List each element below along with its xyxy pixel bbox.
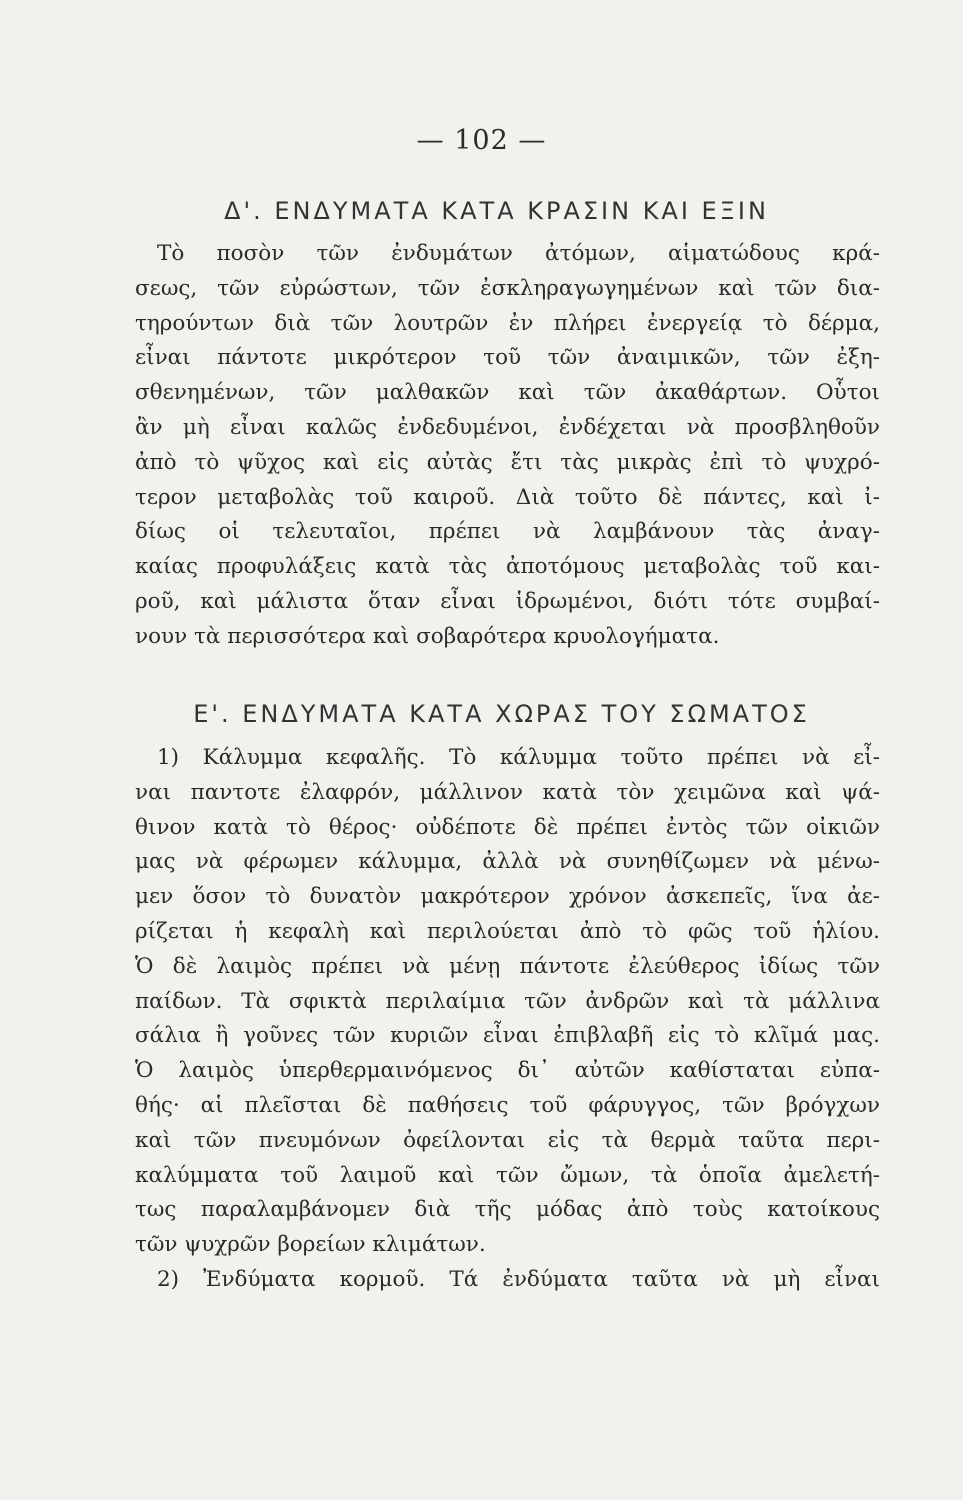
- text-line: δίως οἱ τελευταῖοι, πρέπει νὰ λαμβάνουν τὰς ἀναγ-: [135, 519, 880, 545]
- text-line: ἀπὸ τὸ ψῦχος καὶ εἰς αὐτὰς ἔτι τὰς μικρὰς ἐπὶ τὸ ψυχρό-: [135, 449, 880, 475]
- text-line: ναι παντοτε ἐλαφρόν, μάλλινον κατὰ τὸν χειμῶνα καὶ ψά-: [135, 779, 880, 805]
- text-line: 1) Κάλυμμα κεφαλῆς. Τὸ κάλυμμα τοῦτο πρέπει νὰ εἶ-: [157, 745, 880, 770]
- text-line: ροῦ, καὶ μάλιστα ὅταν εἶναι ἱδρωμένοι, διότι τότε συμβαί-: [135, 588, 880, 614]
- section-d-paragraph: [135, 237, 880, 655]
- text-line: νουν τὰ περισσότερα καὶ σοβαρότερα κρυολογήματα.: [135, 623, 720, 649]
- section-e-paragraph: [135, 741, 880, 1298]
- text-line: μας νὰ φέρωμεν κάλυμμα, ἀλλὰ νὰ συνηθίζωμεν νὰ μένω-: [135, 849, 880, 875]
- text-line: Ὁ δὲ λαιμὸς πρέπει νὰ μένῃ πάντοτε ἐλεύθερος ἰδίως τῶν: [135, 953, 880, 979]
- text-line: καίας προφυλάξεις κατὰ τὰς ἀποτόμους μεταβολὰς τοῦ και-: [135, 554, 880, 580]
- text-line: σεως, τῶν εὐρώστων, τῶν ἐσκληραγωγημένων καὶ τῶν δια-: [135, 275, 880, 301]
- text-line: ρίζεται ἡ κεφαλὴ καὶ περιλούεται ἀπὸ τὸ φῶς τοῦ ἡλίου.: [135, 918, 880, 944]
- text-line: σθενημένων, τῶν μαλθακῶν καὶ τῶν ἀκαθάρτων. Οὗτοι: [135, 380, 880, 406]
- text-line: Τὸ ποσὸν τῶν ἐνδυμάτων ἀτόμων, αἱματώδους κρά-: [157, 241, 880, 266]
- page-number: — 102 —: [416, 125, 547, 156]
- text-line: καὶ τῶν πνευμόνων ὀφείλονται εἰς τὰ θερμὰ ταῦτα περι-: [135, 1127, 880, 1153]
- text-line: τηρούντων διὰ τῶν λουτρῶν ἐν πλήρει ἐνεργείᾳ τὸ δέρμα,: [135, 310, 880, 336]
- text-line: εἶναι πάντοτε μικρότερον τοῦ τῶν ἀναιμικῶν, τῶν ἐξη-: [135, 345, 880, 371]
- text-line: τῶν ψυχρῶν βορείων κλιμάτων.: [135, 1232, 486, 1258]
- section-d-heading: Δ'. ΕΝΔΥΜΑΤΑ ΚΑΤΑ ΚΡΑΣΙΝ ΚΑΙ ΕΞΙΝ: [224, 197, 769, 225]
- text-line: 2) Ἐνδύματα κορμοῦ. Τά ἐνδύματα ταῦτα νὰ μὴ εἶναι: [157, 1266, 880, 1292]
- section-e-heading: Ε'. ΕΝΔΥΜΑΤΑ ΚΑΤΑ ΧΩΡΑΣ ΤΟΥ ΣΩΜΑΤΟΣ: [193, 700, 810, 728]
- text-line: καλύμματα τοῦ λαιμοῦ καὶ τῶν ὤμων, τὰ ὁποῖα ἀμελετή-: [135, 1162, 880, 1188]
- text-line: παίδων. Τὰ σφικτὰ περιλαίμια τῶν ἀνδρῶν καὶ τὰ μάλλινα: [135, 988, 880, 1014]
- text-line: Ὁ λαιμὸς ὑπερθερμαινόμενος δι᾿ αὐτῶν καθίσταται εὐπα-: [135, 1058, 880, 1084]
- text-line: σάλια ἢ γοῦνες τῶν κυριῶν εἶναι ἐπιβλαβῆ εἰς τὸ κλῖμά μας.: [135, 1023, 880, 1049]
- text-line: θής· αἱ πλεῖσται δὲ παθήσεις τοῦ φάρυγγος, τῶν βρόγχων: [135, 1092, 880, 1118]
- text-line: θινον κατὰ τὸ θέρος· οὐδέποτε δὲ πρέπει ἐντὸς τῶν οἰκιῶν: [135, 814, 880, 840]
- text-line: ἂν μὴ εἶναι καλῶς ἐνδεδυμένοι, ἐνδέχεται νὰ προσβληθοῦν: [135, 414, 880, 440]
- text-line: μεν ὅσον τὸ δυνατὸν μακρότερον χρόνον ἀσκεπεῖς, ἵνα ἀε-: [135, 884, 880, 910]
- text-line: τερον μεταβολὰς τοῦ καιροῦ. Διὰ τοῦτο δὲ πάντες, καὶ ἰ-: [135, 484, 880, 510]
- text-line: τως παραλαμβάνομεν διὰ τῆς μόδας ἀπὸ τοὺς κατοίκους: [135, 1197, 880, 1223]
